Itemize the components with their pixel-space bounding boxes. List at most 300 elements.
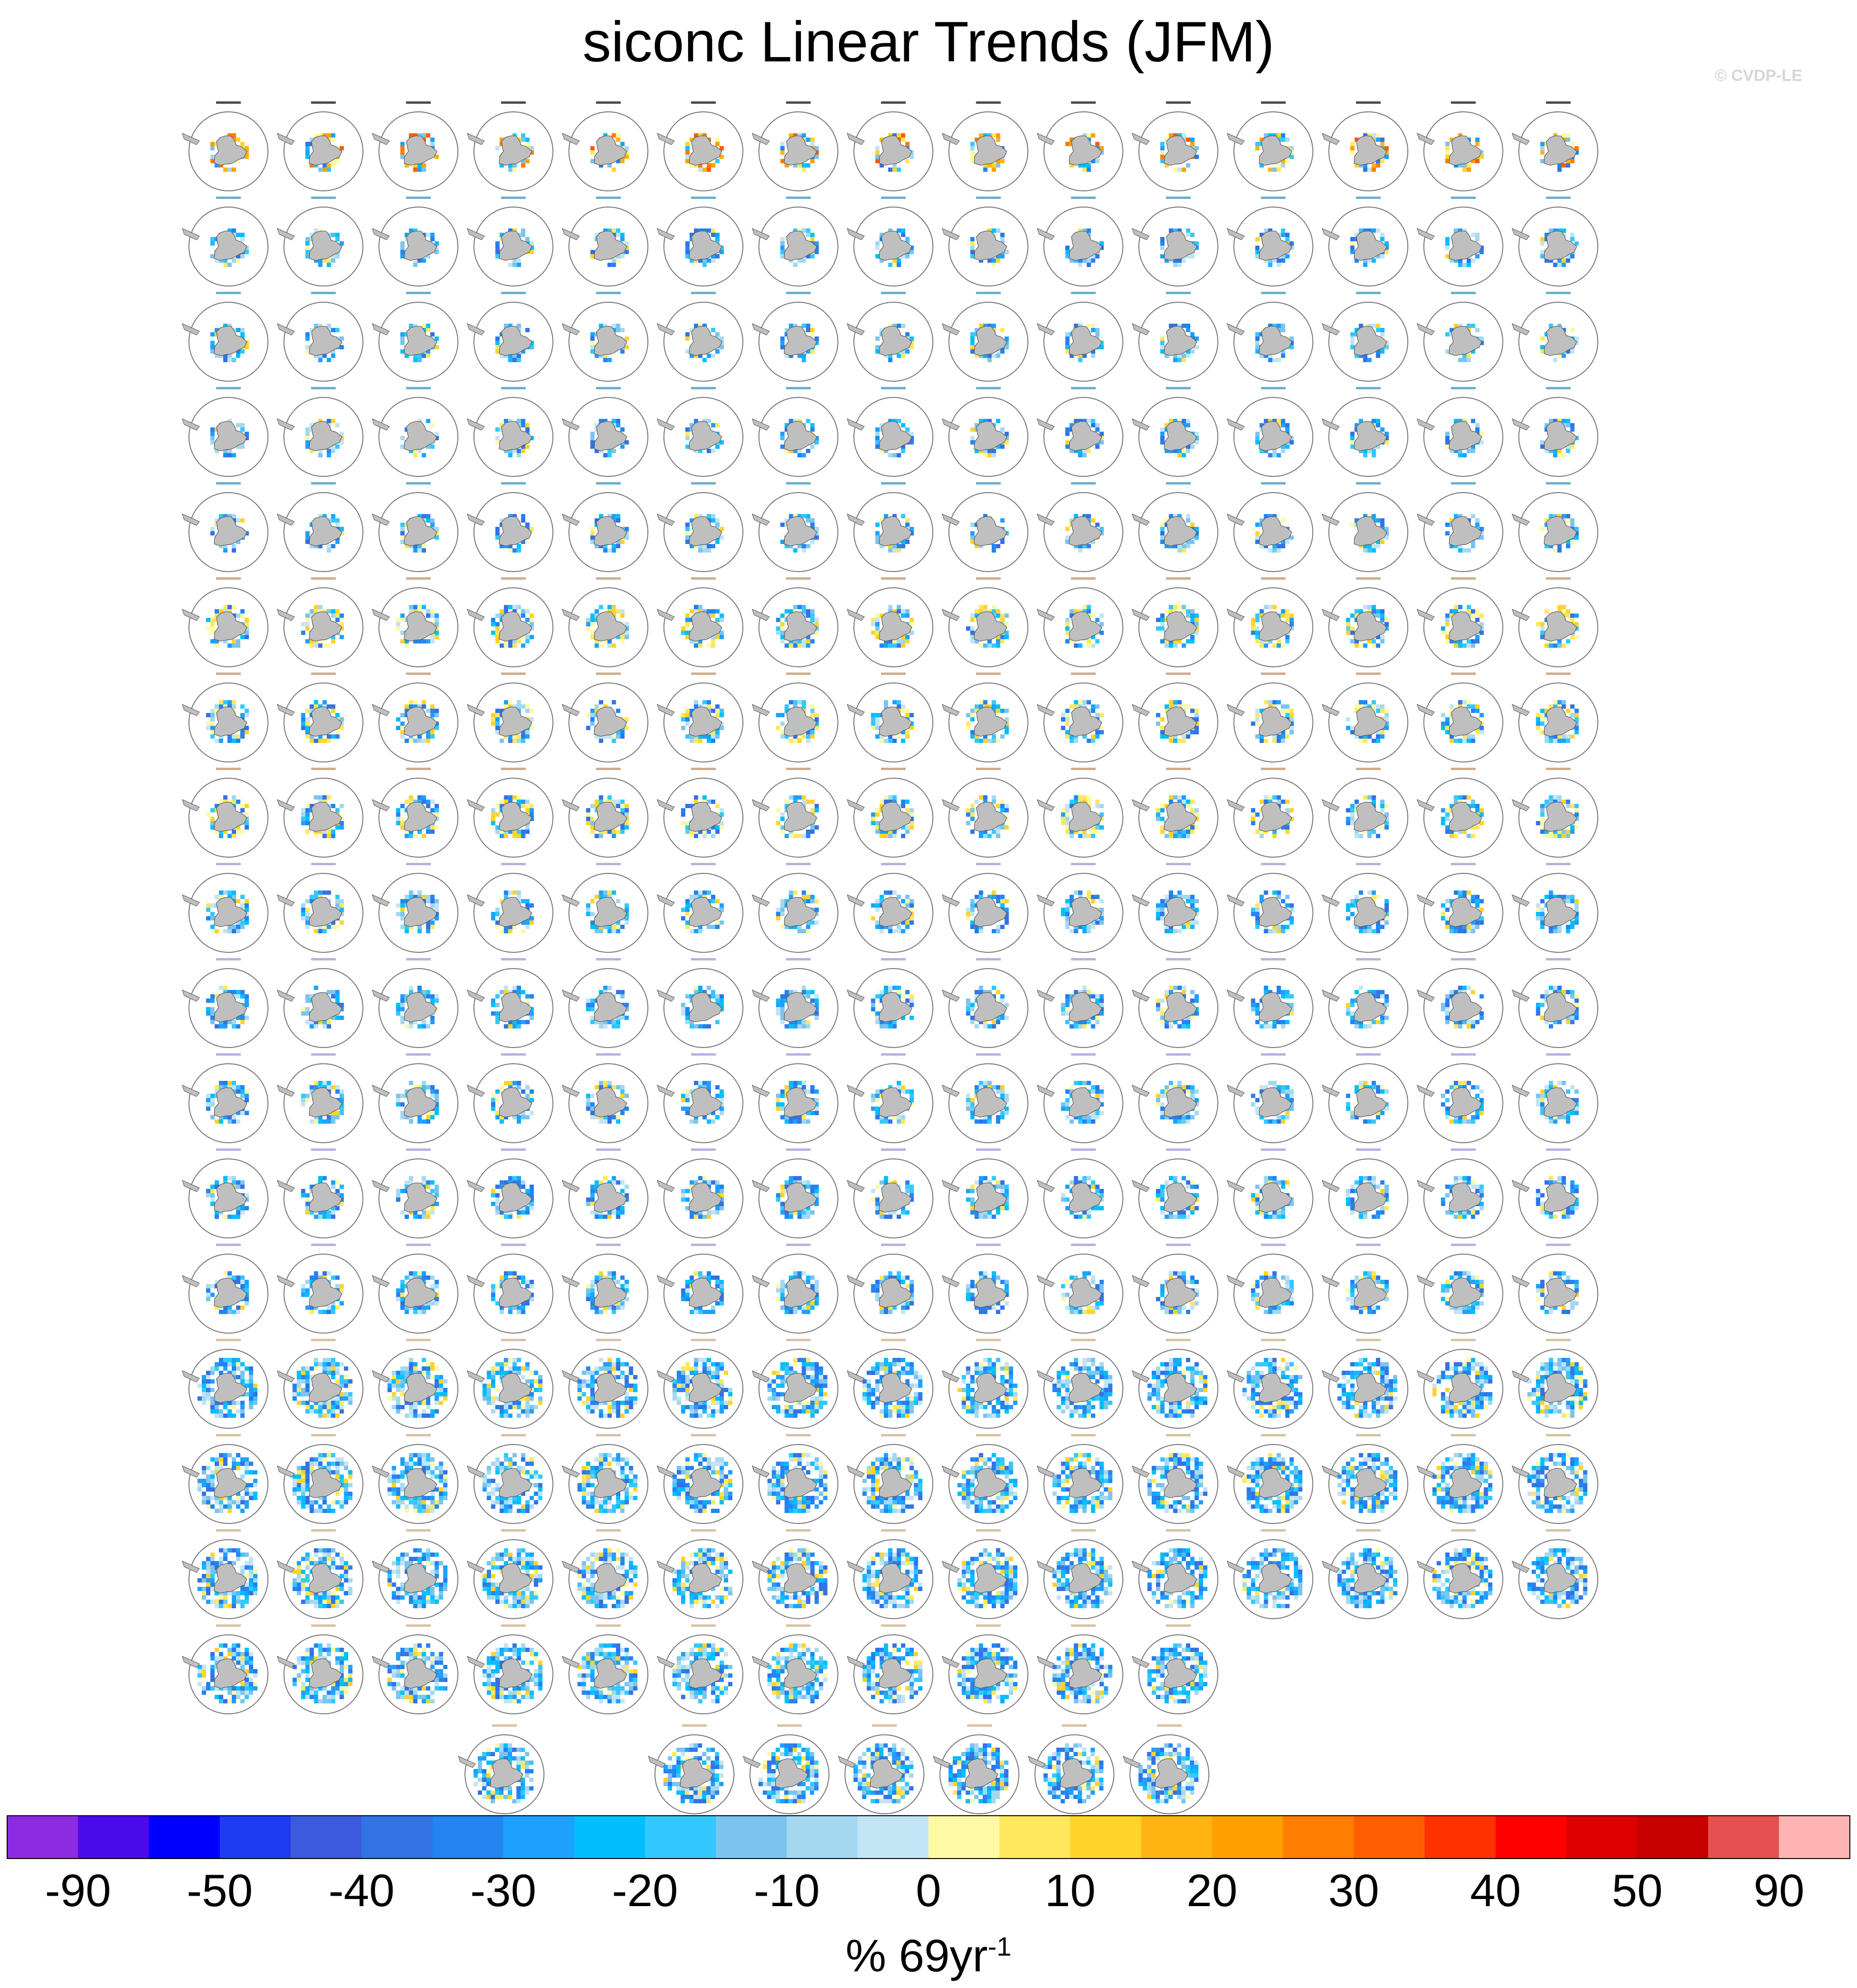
map-panels (182, 101, 1598, 1814)
panel-title (881, 1053, 906, 1056)
panel-title (1451, 768, 1476, 770)
map-panel (467, 1053, 553, 1143)
map-panel (182, 1244, 268, 1333)
map-panel (1512, 1529, 1598, 1619)
panel-title (881, 1339, 906, 1341)
map-panel (752, 1053, 838, 1143)
panel-title (976, 1148, 1001, 1151)
panel-title (691, 387, 716, 389)
panel-title (691, 1529, 716, 1532)
map-panel (1227, 1244, 1313, 1333)
panel-title (596, 673, 621, 675)
map-panel (657, 768, 743, 857)
panel-title (1166, 387, 1191, 389)
panel-title (501, 482, 526, 485)
panel-title (881, 673, 906, 675)
map-panel (657, 958, 743, 1048)
map-panel (752, 292, 838, 381)
panel-title (216, 292, 241, 294)
panel-title (1546, 577, 1571, 580)
panel-title (501, 387, 526, 389)
panel-title (1546, 768, 1571, 770)
map-panel (1132, 577, 1218, 667)
panel-title (1166, 768, 1191, 770)
map-panel (657, 197, 743, 286)
map-panel (562, 1339, 648, 1428)
map-panel (1227, 197, 1313, 286)
map-panel (942, 197, 1028, 286)
map-panel (942, 292, 1028, 381)
map-panel (277, 1624, 363, 1714)
map-panel (1322, 577, 1408, 667)
map-panel (1037, 1339, 1123, 1428)
panel-title (881, 577, 906, 580)
panel-title (501, 1244, 526, 1246)
colorbar-tick-label: -30 (470, 1865, 536, 1916)
map-panel (752, 482, 838, 572)
panel-title (596, 1148, 621, 1151)
colorbar-tick-label: 90 (1753, 1865, 1805, 1916)
map-panel (372, 768, 458, 857)
map-panel (467, 387, 553, 476)
colorbar-swatch (503, 1816, 574, 1859)
map-panel (1037, 1053, 1123, 1143)
colorbar-swatch (787, 1816, 858, 1859)
map-panel (847, 768, 933, 857)
map-panel (1037, 673, 1123, 762)
colorbar-swatch (1141, 1816, 1212, 1859)
map-panel (657, 482, 743, 572)
map-panel (1417, 101, 1503, 191)
panel-title (1546, 1148, 1571, 1151)
map-panel (1132, 1053, 1218, 1143)
map-panel (1227, 292, 1313, 381)
panel-title (1451, 1053, 1476, 1056)
panel-title (1071, 768, 1096, 770)
panel-title (1546, 292, 1571, 294)
map-panel (467, 101, 553, 191)
panel-title (682, 1724, 707, 1727)
map-panel (1512, 482, 1598, 572)
panel-title (1451, 1244, 1476, 1246)
panel-title (1356, 577, 1381, 580)
map-panel (277, 673, 363, 762)
panel-title (1071, 1244, 1096, 1246)
colorbar-swatch (220, 1816, 291, 1859)
map-panel (1512, 673, 1598, 762)
panel-title (1546, 1053, 1571, 1056)
panel-title (1261, 101, 1286, 104)
panel-title (311, 1529, 336, 1532)
map-panel (467, 1434, 553, 1523)
map-panel (847, 1053, 933, 1143)
map-panel (1417, 1529, 1503, 1619)
map-panel (467, 673, 553, 762)
panel-title (881, 958, 906, 960)
panel-title (1157, 1724, 1182, 1727)
colorbar-swatch (362, 1816, 433, 1859)
panel-title (691, 1434, 716, 1436)
map-panel (1037, 863, 1123, 952)
panel-title (881, 1244, 906, 1246)
map-panel (942, 482, 1028, 572)
colorbar (7, 1816, 1850, 1859)
panel-title (786, 863, 811, 865)
map-panel (277, 1244, 363, 1333)
colorbar-tick-label: -50 (187, 1865, 253, 1916)
panel-title (1356, 1529, 1381, 1532)
map-panel (182, 1053, 268, 1143)
map-panel (1028, 1724, 1114, 1814)
panel-title (1071, 1053, 1096, 1056)
map-panel (752, 577, 838, 667)
panel-title (216, 577, 241, 580)
colorbar-swatch (999, 1816, 1070, 1859)
map-panel (1227, 1529, 1313, 1619)
panel-title (311, 768, 336, 770)
panel-title (596, 768, 621, 770)
map-panel (847, 482, 933, 572)
panel-title (1546, 1529, 1571, 1532)
panel-title (406, 1434, 431, 1436)
map-panel (752, 197, 838, 286)
panel-title (1261, 673, 1286, 675)
panel-title (311, 1148, 336, 1151)
panel-title (786, 1434, 811, 1436)
map-panel (1512, 387, 1598, 476)
map-panel (467, 577, 553, 667)
panel-title (1356, 673, 1381, 675)
colorbar-units-label (0, 1918, 1857, 1985)
panel-title (1356, 1339, 1381, 1341)
map-panel (1037, 101, 1123, 191)
panel-title (1356, 292, 1381, 294)
panel-title (406, 577, 431, 580)
colorbar-swatch (858, 1816, 928, 1859)
map-panel (1132, 101, 1218, 191)
panel-title (1166, 197, 1191, 199)
panel-title (1261, 1053, 1286, 1056)
map-panel (562, 958, 648, 1048)
map-panel (752, 1339, 838, 1428)
panel-title (596, 863, 621, 865)
map-panel (1132, 673, 1218, 762)
map-panel (942, 1339, 1028, 1428)
panel-title (501, 1148, 526, 1151)
map-panel (657, 577, 743, 667)
map-panel (1417, 292, 1503, 381)
panel-title (596, 1339, 621, 1341)
map-panel (847, 197, 933, 286)
map-panel (1322, 482, 1408, 572)
panel-title (1356, 101, 1381, 104)
panel-title (881, 387, 906, 389)
map-panel (372, 863, 458, 952)
panel-title (1451, 292, 1476, 294)
panel-title (1546, 1339, 1571, 1341)
panel-title (216, 768, 241, 770)
panel-title (786, 768, 811, 770)
map-panel (467, 1244, 553, 1333)
panel-title (691, 863, 716, 865)
colorbar-swatch (1495, 1816, 1566, 1859)
map-panel (277, 958, 363, 1048)
map-panel (277, 768, 363, 857)
panel-title (216, 1624, 241, 1627)
panel-title (1166, 1244, 1191, 1246)
panel-title (691, 673, 716, 675)
panel-title (691, 768, 716, 770)
colorbar-swatch (645, 1816, 716, 1859)
panel-title (872, 1724, 897, 1727)
panel-title (1261, 197, 1286, 199)
panel-title (976, 1244, 1001, 1246)
panel-title (976, 1529, 1001, 1532)
map-panel (1037, 1148, 1123, 1238)
map-panel (1132, 1244, 1218, 1333)
colorbar-swatch (1212, 1816, 1283, 1859)
panel-title (1261, 1244, 1286, 1246)
colorbar-tick-label: -10 (753, 1865, 820, 1916)
panel-title (976, 958, 1001, 960)
panel-title (976, 768, 1001, 770)
map-panel (657, 1244, 743, 1333)
map-panel (372, 1624, 458, 1714)
map-panel (752, 101, 838, 191)
map-panel (847, 292, 933, 381)
map-panel (942, 577, 1028, 667)
colorbar-swatch (1283, 1816, 1354, 1859)
map-panel (942, 1529, 1028, 1619)
map-panel (467, 863, 553, 952)
panel-title (596, 101, 621, 104)
panel-title (216, 1244, 241, 1246)
panel-title (311, 1053, 336, 1056)
map-panel (277, 1529, 363, 1619)
map-panel (1227, 768, 1313, 857)
map-panel (277, 863, 363, 952)
panel-title (786, 673, 811, 675)
colorbar-swatch (1708, 1816, 1779, 1859)
map-panel (1322, 673, 1408, 762)
map-panel (1132, 1339, 1218, 1428)
map-panel (467, 482, 553, 572)
map-panel (562, 292, 648, 381)
panel-title (596, 577, 621, 580)
map-panel (372, 101, 458, 191)
panel-title (976, 482, 1001, 485)
map-panel (1227, 1434, 1313, 1523)
panel-title (1546, 673, 1571, 675)
map-panel (1132, 292, 1218, 381)
panel-title (1166, 1624, 1191, 1627)
map-panel (277, 101, 363, 191)
map-panel (467, 958, 553, 1048)
panel-title (596, 1529, 621, 1532)
map-panel (562, 1434, 648, 1523)
colorbar-tick-label: 30 (1328, 1865, 1379, 1916)
map-panel (372, 958, 458, 1048)
panel-title (1261, 958, 1286, 960)
map-panel (847, 101, 933, 191)
panel-title (786, 577, 811, 580)
map-panel (942, 101, 1028, 191)
map-panel (182, 768, 268, 857)
map-panel (1512, 101, 1598, 191)
panel-title (786, 1244, 811, 1246)
panel-title (1071, 482, 1096, 485)
panel-title (786, 292, 811, 294)
map-panel (933, 1724, 1019, 1814)
panel-title (311, 577, 336, 580)
map-panel (847, 577, 933, 667)
map-panel (1227, 673, 1313, 762)
panel-title (216, 1529, 241, 1532)
colorbar-units: % 69yr (845, 1930, 988, 1981)
map-panel (1037, 1244, 1123, 1333)
panel-title (1166, 1339, 1191, 1341)
colorbar-swatch (433, 1816, 504, 1859)
map-panel (1322, 863, 1408, 952)
map-panel (1132, 387, 1218, 476)
panel-title (1261, 768, 1286, 770)
map-panel (1132, 1148, 1218, 1238)
panel-title (1546, 387, 1571, 389)
map-panel (1512, 1148, 1598, 1238)
map-panel (182, 197, 268, 286)
panel-title (786, 197, 811, 199)
panel-title (501, 673, 526, 675)
map-panel (1322, 292, 1408, 381)
panel-title (691, 1053, 716, 1056)
panel-title (1546, 958, 1571, 960)
map-panel (562, 863, 648, 952)
panel-title (976, 387, 1001, 389)
map-panel (743, 1724, 829, 1814)
panel-title (216, 673, 241, 675)
map-panel (1227, 101, 1313, 191)
panel-title (1071, 387, 1096, 389)
panel-title (501, 1624, 526, 1627)
panel-title (691, 1339, 716, 1341)
panel-title (311, 1434, 336, 1436)
map-panel (562, 101, 648, 191)
panel-title (691, 197, 716, 199)
panel-title (881, 1624, 906, 1627)
colorbar-tick-label: 50 (1611, 1865, 1663, 1916)
panel-title (596, 1244, 621, 1246)
map-panel (942, 958, 1028, 1048)
panel-title (501, 863, 526, 865)
map-panel (562, 673, 648, 762)
panel-title (691, 577, 716, 580)
map-panel (752, 768, 838, 857)
map-panel (1037, 958, 1123, 1048)
panel-title (1356, 768, 1381, 770)
map-panel (372, 577, 458, 667)
panel-title (1261, 482, 1286, 485)
map-panel (467, 197, 553, 286)
panel-title (406, 1244, 431, 1246)
panel-title (691, 958, 716, 960)
panel-title (216, 482, 241, 485)
map-panel (1417, 1053, 1503, 1143)
panel-title (881, 768, 906, 770)
colorbar-swatch (1779, 1816, 1850, 1859)
panel-title (216, 958, 241, 960)
map-panel (182, 577, 268, 667)
panel-title (786, 1624, 811, 1627)
panel-title (1166, 673, 1191, 675)
panel-title (501, 1053, 526, 1056)
map-panel (1132, 1529, 1218, 1619)
panel-title (216, 1148, 241, 1151)
panel-title (596, 197, 621, 199)
map-panel (372, 1053, 458, 1143)
map-panel (657, 1339, 743, 1428)
colorbar-swatch (1424, 1816, 1495, 1859)
panel-title (501, 577, 526, 580)
panel-title (311, 863, 336, 865)
map-panel (467, 1339, 553, 1428)
map-panel (182, 387, 268, 476)
panel-title (406, 101, 431, 104)
panel-title (1166, 1434, 1191, 1436)
map-panel (1227, 1053, 1313, 1143)
map-panel (467, 1529, 553, 1619)
panel-title (976, 1624, 1001, 1627)
colorbar-units-superscript: -1 (988, 1931, 1012, 1961)
map-panel (942, 1148, 1028, 1238)
map-panel (1037, 387, 1123, 476)
map-panel (1417, 863, 1503, 952)
panel-title (1166, 1529, 1191, 1532)
map-panel (182, 863, 268, 952)
panel-title (406, 863, 431, 865)
panel-title (1166, 577, 1191, 580)
panel-title (786, 958, 811, 960)
panel-title (406, 768, 431, 770)
map-panel (657, 101, 743, 191)
panel-title (976, 673, 1001, 675)
map-panel (562, 768, 648, 857)
map-panel (1512, 768, 1598, 857)
map-panel (182, 958, 268, 1048)
map-panel (657, 1434, 743, 1523)
map-panel (1417, 1434, 1503, 1523)
panel-title (406, 482, 431, 485)
panel-title (1451, 387, 1476, 389)
panel-title (967, 1724, 992, 1727)
panel-title (881, 292, 906, 294)
panel-title (1166, 292, 1191, 294)
map-panel (1322, 1339, 1408, 1428)
map-panel (752, 1624, 838, 1714)
panel-title (501, 1529, 526, 1532)
watermark: © CVDP-LE (1715, 67, 1802, 85)
map-panel (1132, 958, 1218, 1048)
map-panel (1417, 482, 1503, 572)
map-panel (467, 768, 553, 857)
map-panel (1417, 387, 1503, 476)
panel-title (596, 1624, 621, 1627)
map-panel (847, 1529, 933, 1619)
chart-title: siconc Linear Trends (JFM) (583, 10, 1274, 74)
colorbar-swatch (574, 1816, 645, 1859)
panel-title (501, 292, 526, 294)
map-panel (277, 292, 363, 381)
map-panel (847, 1339, 933, 1428)
